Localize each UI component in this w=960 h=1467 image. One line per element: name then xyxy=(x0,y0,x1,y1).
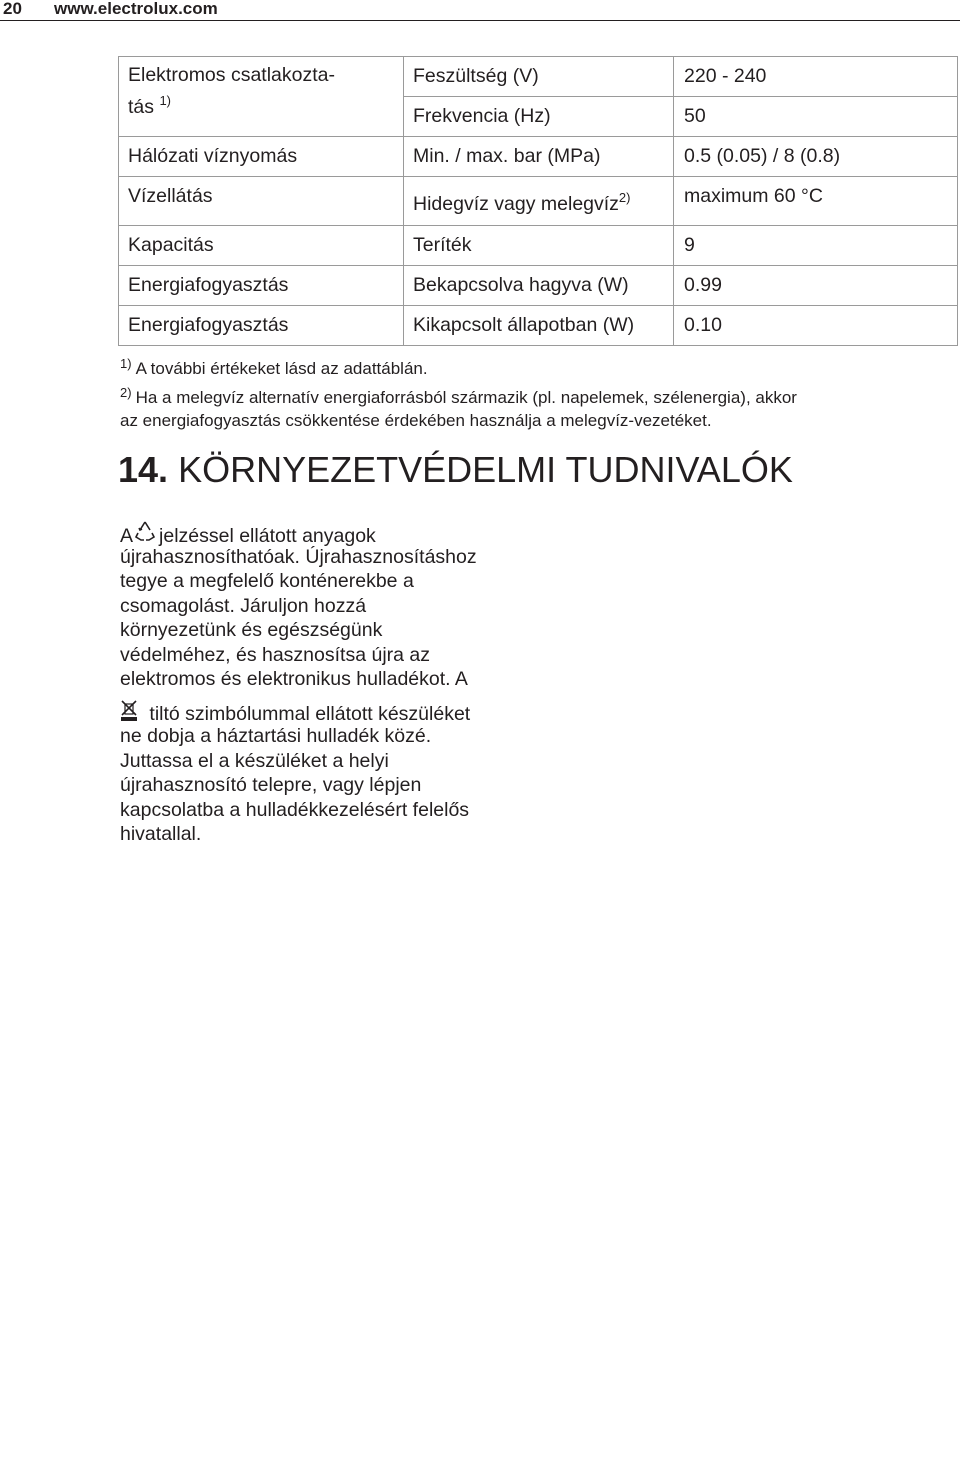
env-line: újrahasznosíthatóak. Újrahasznosításhoz xyxy=(120,545,477,568)
env-line-recycle: A jelzéssel ellátott anyagok xyxy=(120,520,540,545)
spec-value-voltage: 220 - 240 xyxy=(684,65,767,87)
spec-value-frequency: 50 xyxy=(684,105,706,127)
env-line: ne dobja a háztartási hulladék közé. xyxy=(120,725,432,747)
env-line: tegye a megfelelő konténerekbe a xyxy=(120,570,414,592)
page-header xyxy=(0,0,960,21)
spec-value-off-mode: 0.10 xyxy=(684,314,722,336)
spec-param-water-type: Hidegvíz vagy melegvíz$^{2)}$ xyxy=(413,190,631,215)
spec-label-electric-connection: Elektromos csatlakozta- tás $^{1)}$ xyxy=(128,64,335,118)
website-url[interactable]: www.electrolux.com xyxy=(54,0,218,18)
spec-value-pressure-range: 0.5 (0.05) / 8 (0.8) xyxy=(684,145,841,167)
spec-param-frequency: Frekvencia (Hz) xyxy=(413,105,551,127)
spec-param-left-on: Bekapcsolva hagyva (W) xyxy=(413,274,629,296)
footnote-1: $^{1)}$ A további értékeket lásd az adattáblán. xyxy=(120,356,428,378)
env-line: elektromos és elektronikus hulladékot. A xyxy=(120,668,468,690)
spec-label-energy-off: Energiafogyasztás xyxy=(128,314,289,336)
spec-param-place-settings: Teríték xyxy=(413,234,472,256)
specifications-table xyxy=(118,56,958,346)
spec-param-pressure-range: Min. / max. bar (MPa) xyxy=(413,145,601,167)
env-line-weee: tiltó szimbólummal ellátott készüléket xyxy=(120,700,540,725)
spec-value-water-temp: maximum 60 °C xyxy=(684,185,823,207)
spec-value-left-on: 0.99 xyxy=(684,274,722,296)
env-line: újrahasznosító telepre, vagy lépjen xyxy=(120,774,422,796)
spec-label-energy-left-on: Energiafogyasztás xyxy=(128,274,289,296)
env-line: Juttassa el a készüléket a helyi xyxy=(120,749,389,772)
spec-param-off-mode: Kikapcsolt állapotban (W) xyxy=(413,314,635,336)
section-heading xyxy=(118,448,793,492)
section-title: KÖRNYEZETVÉDELMI TUDNIVALÓK xyxy=(178,449,793,490)
env-line: kapcsolatba a hulladékkezelésért felelős xyxy=(120,798,470,821)
spec-value-capacity: 9 xyxy=(684,234,695,256)
footnote-2: $^{2)}$ Ha a melegvíz alternatív energiaforrásból származik (pl. napelemek, szélenergia), akkor az energiafogyasztás csökkentése érdekében használja a melegvíz-vezetéket. xyxy=(120,385,797,430)
spec-label-water-supply: Vízellátás xyxy=(128,185,213,207)
environment-paragraph xyxy=(120,520,540,847)
spec-label-water-pressure: Hálózati víznyomás xyxy=(128,145,298,167)
section-number: 14. xyxy=(118,449,169,490)
env-line: csomagolást. Járuljon hozzá xyxy=(120,594,367,617)
env-line: hivatallal. xyxy=(120,823,202,845)
env-line: védelméhez, és hasznosítsa újra az xyxy=(120,643,431,666)
spec-param-voltage: Feszültség (V) xyxy=(413,65,539,87)
spec-label-capacity: Kapacitás xyxy=(128,234,214,256)
page-number: 20 xyxy=(3,0,22,18)
env-line: környezetünk és egészségünk xyxy=(120,619,383,641)
